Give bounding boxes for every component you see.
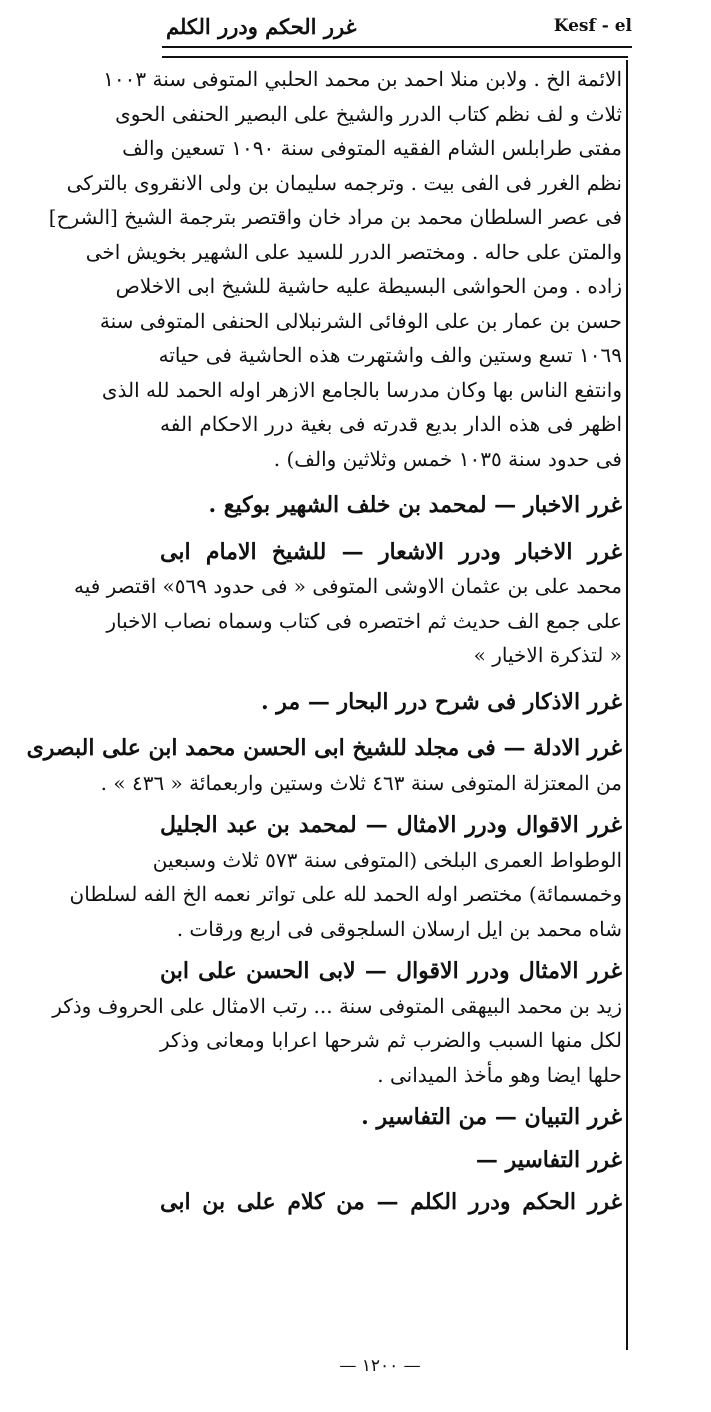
column-rule [626,60,628,1350]
text-line: حسن بن عمار بن على الوفائى الشرنبلالى الحنفى المتوفى سنة [99,308,622,333]
entry-heading: غرر الحكم ودرر الكلم — من كلام على بن ابى [160,1189,622,1215]
text-line: على جمع الف حديث ثم اختصره فى كتاب وسماه نصاب الاخبار [106,608,622,633]
entry-ghurar-al-tibyan [160,1100,622,1135]
text-line: الائمة الخ . ولابن منلا احمد بن محمد الحلبي المتوفى سنة ١٠٠٣ [103,67,622,91]
top-rule [162,56,628,58]
text-line: وخمسمائة) مختصر اوله الحمد لله على تواتر نعمه الخ الفه لسلطان [69,882,622,906]
entry-heading: غرر الاقوال ودرر الامثال — لمحمد بن عبد الجليل [160,812,622,838]
text-line: الوطواط العمرى البلخى (المتوفى سنة ٥٧٣ ثلاث وسبعين [152,847,622,872]
page-number: — ١٢٠٠ — [339,1356,421,1376]
text-line: مفتى طرابلس الشام الفقيه المتوفى سنة ١٠٩٠ تسعين والف [122,136,622,160]
entry-heading: غرر الاخبار ودرر الاشعار — للشيخ الامام ابى [160,538,622,565]
intro-paragraph [48,62,622,476]
entry-ghurar-al-aqwal [69,808,622,946]
entry-heading: غرر الامثال ودرر الاقوال — لابى الحسن على ابن [160,958,622,984]
entry-heading: غرر التفاسير — [475,1146,622,1173]
text-line: شاه محمد بن ايل ارسلان السلجوقى فى اربع ورقات . [176,916,622,941]
entry-heading: غرر الاذكار فى شرح درر البحار — مر . [260,688,622,715]
running-header [162,14,632,48]
text-line: ١٠٦٩ تسع وستين والف واشتهرت هذه الحاشية فى حياته [158,343,622,367]
entry-ghurar-al-tafasir [160,1143,622,1178]
text-line: فى حدود سنة ١٠٣٥ خمس وثلاثين والف) . [273,446,622,471]
entry-ghurar-al-akhbar-wa-durar [73,535,622,673]
text-line: محمد على بن عثمان الاوشى المتوفى « فى حدود ٥٦٩» اقتصر فيه [73,574,622,598]
text-line: لكل منها السبب والضرب ثم شرحها اعرابا ومعانى وذكر [160,1028,622,1052]
text-line: وانتفع الناس بها وكان مدرسا بالجامع الازهر اوله الحمد لله الذى [101,377,622,402]
entry-ghurar-al-amthal [52,954,622,1092]
entry-ghurar-al-akhbar [160,488,622,523]
text-line: اظهر فى هذه الدار بديع قدرته فى بغية درر الاحكام الفه [160,412,622,436]
text-line: زاده . ومن الحواشى البسيطة عليه حاشية للشيخ ابى الاخلاص [115,274,622,298]
text-line: من المعتزلة المتوفى سنة ٤٦٣ ثلاث وستين واربعمائة « ٤٣٦ » . [100,770,622,795]
entry-heading: غرر الادلة — فى مجلد للشيخ ابى الحسن محمد ابن على البصرى [26,735,622,761]
entry-ghurar-al-adhkar [160,685,622,720]
text-line: حلها ايضا وهو مأخذ الميدانى . [377,1062,622,1087]
book-title: Kesf - el [553,16,632,36]
text-line: نظم الغرر فى الفى بيت . وترجمه سليمان بن ولى الانقروى بالتركى [66,170,622,195]
text-line: والمتن على حاله . ومختصر الدرر للسيد على الشهير بخويش اخى [85,239,622,264]
text-line: فى عصر السلطان محمد بن مراد خان واقتصر بترجمة الشيخ [الشرح] [48,205,622,229]
text-line: ثلاث و لف نظم كتاب الدرر والشيخ على البصير الحنفى الحوى [115,101,622,126]
entry-heading: غرر التبيان — من التفاسير . [361,1104,622,1130]
text-line: زيد بن محمد البيهقى المتوفى سنة ... رتب الامثال على الحروف وذكر [52,993,622,1018]
entry-ghurar-al-hikam [160,1185,622,1220]
entry-ghurar-al-adilla [26,731,622,800]
entry-heading: غرر الاخبار — لمحمد بن خلف الشهير بوكيع . [208,492,622,518]
text-column [26,62,622,1220]
running-title: غرر الحكم ودرر الكلم [166,14,357,39]
text-line: « لتذكرة الاخيار » [473,643,622,667]
